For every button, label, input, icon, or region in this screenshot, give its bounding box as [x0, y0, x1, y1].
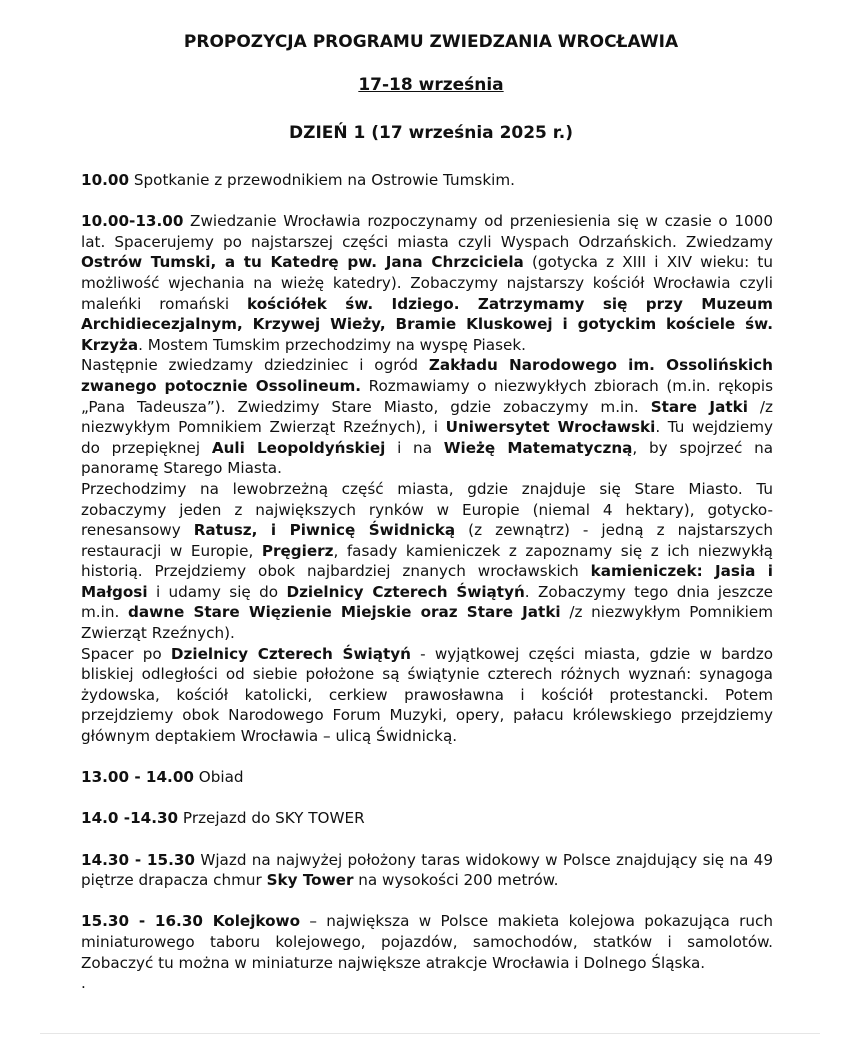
item-highlight: Zakładu Narodowego im. Ossolińskich zwanego potocznie Ossolineum. [81, 356, 773, 395]
item-highlight: Dzielnicy Czterech Świątyń [286, 582, 525, 601]
item-text: , by spojrzeć na panoramę Starego Miasta. [81, 438, 774, 478]
item-text: na wysokości 200 metrów. [353, 871, 559, 890]
item-highlight: kościółek św. Idziego. Zatrzymamy się przy Muzeum Archidiecezjalnym, Krzywej Wieży, Bramie Kluskowej i gotyckim kościele św. Krzyża [81, 294, 773, 354]
program-item-meeting [81, 170, 773, 191]
item-text: /z niezwykłym Pomnikiem Zwierząt Rzeźnych). [81, 603, 773, 643]
item-text: (z zewnątrz) - jedną z najstarszych restauracji w Europie, [81, 521, 773, 560]
item-text: Spotkanie z przewodnikiem na Ostrowie Tumskim. [129, 171, 515, 189]
item-text: . Zobaczymy tego dnia jeszcze m.in. [81, 582, 774, 622]
item-highlight: Ratusz, i Piwnicę Świdnicką [193, 521, 456, 540]
item-text: . Tu wejdziemy do przepięknej [81, 418, 773, 457]
item-time: 13.00 - 14.00 [81, 768, 194, 787]
item-text: . Mostem Tumskim przechodzimy na wyspę Piasek. [138, 335, 526, 354]
program-item-lunch [81, 767, 773, 788]
program-item-sky-tower [81, 850, 773, 891]
item-text: i na [385, 438, 444, 457]
page-bottom-edge [40, 1033, 820, 1034]
item-time: 15.30 - 16.30 [81, 912, 203, 931]
item-highlight: Kolejkowo [202, 912, 300, 931]
item-highlight: Stare Jatki [650, 397, 748, 416]
item-text: /z niezwykłym Pomnikiem Zwierząt Rzeźnych), i [81, 397, 773, 437]
item-text: Spacer po [81, 644, 171, 663]
item-time: 10.00 [81, 171, 130, 189]
program-item-sightseeing [81, 211, 773, 355]
item-text: i udamy się do [147, 582, 287, 601]
item-highlight: Uniwersytet Wrocławski [445, 418, 656, 437]
program-item-kolejkowo [81, 911, 773, 973]
item-time: 14.0 -14.30 [81, 809, 179, 828]
item-text: Następnie zwiedzamy dziedziniec i ogród [81, 356, 429, 375]
program-paragraph-four-temples [81, 644, 773, 747]
item-time: 14.30 - 15.30 [81, 850, 195, 869]
item-highlight: Wieżę Matematyczną [443, 438, 633, 457]
item-highlight: dawne Stare Więzienie Miejskie oraz Stare Jatki [128, 603, 561, 622]
item-highlight: Dzielnicy Czterech Świątyń [170, 644, 411, 663]
item-text: - wyjątkowej części miasta, gdzie w bardzo bliskiej odległości od siebie położone są świątynie czterech różnych wyznań: synagoga żydowska, kościół katolicki, cerkiew prawosławna i kościół protestancki. Potem przejdziemy obok Narodowego Forum Muzyki, opery, pałacu królewskiego przejdziemy głównym deptakiem Wrocławia – ulicą Świdnicką. [81, 644, 773, 746]
program-item-transfer [81, 808, 773, 829]
item-highlight: kamieniczek: Jasia i Małgosi [81, 562, 773, 601]
item-text: – największa w Polsce makieta kolejowa pokazująca ruch miniaturowego taboru kolejowego, pojazdów, samochodów, statków i samolotów. Zobaczyć tu można w miniaturze największe atrakcje Wrocławia i Dolnego Śląska. [81, 912, 773, 972]
item-text: Przejazd do SKY TOWER [178, 809, 365, 828]
document-title: PROPOZYCJA PROGRAMU ZWIEDZANIA WROCŁAWIA [183, 32, 679, 52]
item-text: Zwiedzanie Wrocławia rozpoczynamy od przeniesienia się w czasie o 1000 lat. Spacerujemy po najstarszej części miasta czyli Wyspach Odrzańskich. Zwiedzamy [81, 212, 773, 251]
program-paragraph-ossolineum [81, 355, 773, 479]
item-text: Wjazd na najwyżej położony taras widokowy w Polsce znajdujący się na 49 piętrze drapacza chmur [81, 850, 773, 890]
item-highlight: Pręgierz [261, 541, 334, 560]
item-text: Obiad [193, 768, 244, 787]
item-highlight: Auli Leopoldyńskiej [211, 438, 386, 457]
item-text: Rozmawiamy o niezwykłych zbiorach (m.in. rękopis „Pana Tadeusza”). Zwiedzimy Stare Miasto, gdzie zobaczymy m.in. [81, 376, 773, 416]
trailing-dot: . [81, 974, 86, 993]
program-paragraph-old-town [81, 479, 773, 644]
item-time: 10.00-13.00 [81, 212, 184, 231]
item-highlight: Sky Tower [266, 871, 354, 890]
document-dates: 17-18 września [358, 75, 504, 95]
item-text: , fasady kamieniczek z zapoznamy się z ich niezwykłą historią. Przejdziemy obok najbardziej znanych wrocławskich [81, 541, 773, 581]
item-text: (gotycka z XIII i XIV wieku: tu możliwość wjechania na wieżę katedry). Zobaczymy najstarszy kościół Wrocławia czyli maleńki romański [81, 253, 773, 313]
item-text: Przechodzimy na lewobrzeżną część miasta, gdzie znajduje się Stare Miasto. Tu zobaczymy jeden z największych rynków w Europie (niemal 4 hektary), gotycko-renesansowy [81, 479, 773, 540]
program-content [81, 170, 773, 994]
item-highlight: Ostrów Tumski, a tu Katedrę pw. Jana Chrzciciela [81, 253, 524, 272]
day-heading: DZIEŃ 1 (17 września 2025 r.) [289, 123, 573, 143]
